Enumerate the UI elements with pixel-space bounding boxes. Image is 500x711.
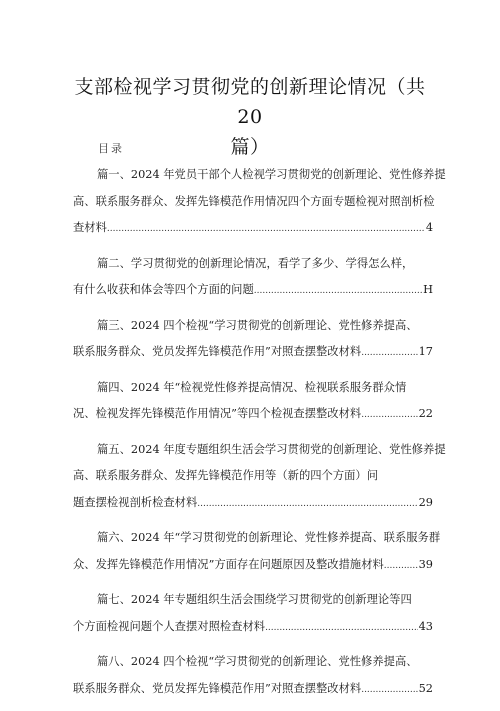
toc-entry[interactable] <box>73 313 433 366</box>
toc-entry-line <box>73 401 433 428</box>
toc-page-number: 22 <box>418 407 433 420</box>
toc-entry-text: 高、联系服务群众、发挥先锋模范作用情况四个方面专题检视对照剖析检 <box>73 194 435 208</box>
toc-entry-line <box>73 162 446 189</box>
toc-entry-text: 况、检视发挥先锋模范作用情况”等四个检视查摆整改材料 <box>73 407 362 420</box>
toc-entry-text: 题查摆检视剖析检查材料 <box>73 495 198 509</box>
toc-entry[interactable] <box>73 375 433 428</box>
toc-entry-text: 篇五、2024 年度专题组织生活会学习贯彻党的创新理论、党性修养提 <box>97 442 446 456</box>
toc-leader-dots <box>254 278 422 305</box>
toc-page-number: 43 <box>418 619 433 633</box>
toc-heading: 目录 <box>98 142 124 155</box>
table-of-contents <box>73 162 446 711</box>
toc-entry-text: 联系服务群众、党员发挥先锋模范作用”对照查摆整改材料 <box>73 345 362 358</box>
toc-entry-line <box>73 375 433 402</box>
toc-entry-line <box>73 277 433 304</box>
toc-entry-line <box>73 313 433 340</box>
toc-page-number: 29 <box>418 495 433 509</box>
toc-entry[interactable] <box>73 251 433 304</box>
toc-leader-dots <box>384 553 418 580</box>
toc-entry[interactable] <box>73 525 441 578</box>
toc-entry-text: 联系服务群众、党员发挥先锋模范作用”对照查摆整改材料 <box>73 681 362 695</box>
toc-entry-line <box>73 463 433 490</box>
toc-entry-line <box>73 676 433 703</box>
toc-entry-line <box>73 189 433 216</box>
toc-leader-dots <box>107 216 425 243</box>
toc-leader-dots <box>361 340 417 367</box>
toc-entry-text: 篇七、2024 年专题组织生活会围绕学习贯彻党的创新理论等四 <box>97 593 412 606</box>
toc-leader-dots <box>361 677 417 704</box>
toc-entry-line <box>73 552 433 579</box>
toc-entry-text: 篇四、2024 年“检视党性修养提高情况、检视联系服务群众情 <box>97 380 407 394</box>
toc-entry-text: 查材料 <box>73 221 107 234</box>
toc-leader-dots <box>265 615 418 642</box>
toc-page-number: 4 <box>425 221 433 234</box>
toc-entry-line <box>73 339 433 366</box>
title-line-1: 支部检视学习贯彻党的创新理论情况（共 20 <box>74 76 426 128</box>
toc-page-number: 39 <box>418 557 433 571</box>
toc-leader-dots <box>361 402 417 429</box>
toc-entry-text: 个方面检视问题个人查摆对照检查材料 <box>73 619 266 633</box>
toc-entry-text: 篇六、2024 年“学习贯彻党的创新理论、党性修养提高、联系服务群 <box>97 531 441 544</box>
toc-entry-line <box>73 437 446 464</box>
toc-entry-text: 篇一、2024 年党员干部个人检视学习贯彻党的创新理论、党性修养提 <box>97 168 446 181</box>
toc-entry-line <box>73 215 433 242</box>
toc-entry[interactable] <box>73 162 446 242</box>
toc-entry-line <box>73 490 433 517</box>
toc-leader-dots <box>197 491 417 518</box>
toc-entry-text: 有什么收获和体会等四个方面的问题 <box>73 283 254 296</box>
toc-page-number: H <box>423 283 433 296</box>
toc-entry-text: 高、联系服务群众、发挥先锋模范作用等（新的四个方面）问 <box>73 469 379 482</box>
toc-entry-line <box>73 587 433 614</box>
toc-entry-text: 众、发挥先锋模范作用情况”方面存在问题原因及整改措施材料 <box>73 557 384 571</box>
toc-entry-line <box>73 251 433 278</box>
toc-entry-line <box>73 614 433 641</box>
title-line-2: 篇） <box>230 136 270 158</box>
toc-entry-text: 篇三、2024 四个检视“学习贯彻党的创新理论、党性修养提高、 <box>97 318 418 332</box>
toc-entry[interactable] <box>73 649 433 702</box>
toc-page-number: 17 <box>418 345 433 358</box>
toc-entry[interactable] <box>73 587 433 640</box>
toc-entry-line <box>73 525 441 552</box>
toc-entry-text: 篇八、2024 四个检视“学习贯彻党的创新理论、党性修养提高、 <box>97 655 418 668</box>
toc-entry[interactable] <box>73 437 446 517</box>
toc-entry-line <box>73 649 433 676</box>
toc-entry-text: 篇二、学习贯彻党的创新理论情况，看学了多少、学得怎么样， <box>97 256 414 270</box>
toc-page-number: 52 <box>418 681 433 695</box>
